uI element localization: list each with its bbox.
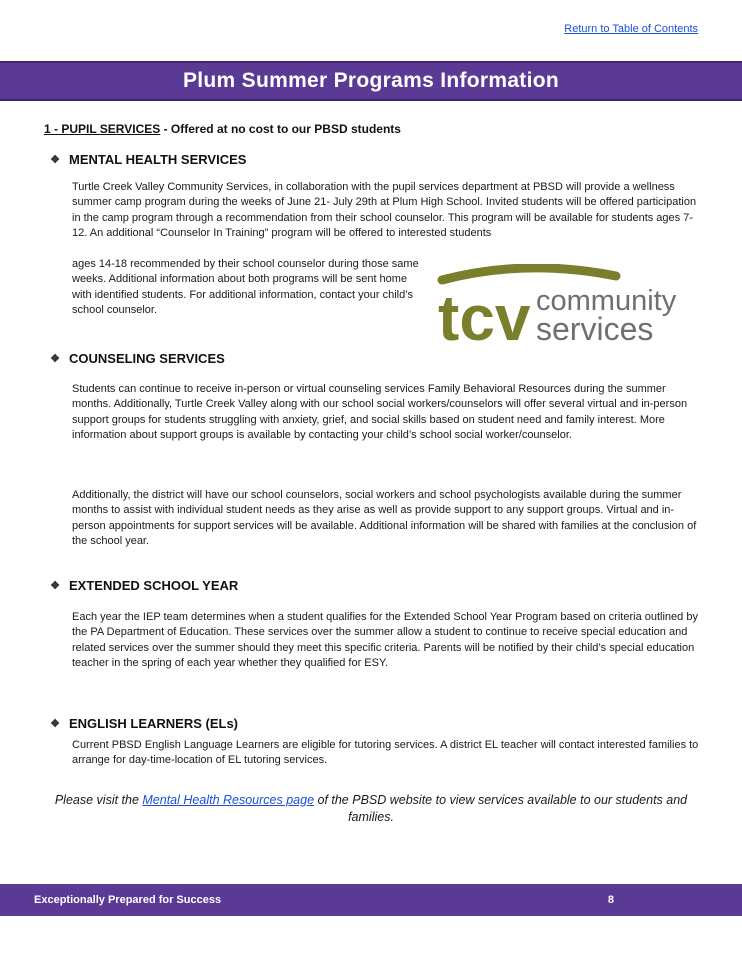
section-title: MENTAL HEALTH SERVICES — [69, 152, 247, 167]
logo-line-1: community — [536, 285, 677, 317]
section-heading-esy — [50, 578, 238, 593]
section-title: ENGLISH LEARNERS (ELs) — [69, 716, 239, 731]
english-learners-paragraph: Current PBSD English Language Learners are eligible for tutoring services. A district EL teacher will contact interested families to arrange for day-time-location of EL tutoring services. — [72, 739, 699, 767]
logo-line-2: services — [536, 311, 654, 347]
section-heading-mental-health — [50, 152, 246, 167]
section-title: COUNSELING SERVICES — [69, 351, 225, 366]
footer-banner — [0, 884, 742, 916]
section-heading-english-learners — [50, 716, 238, 731]
return-to-toc-link[interactable]: Return to Table of Contents — [564, 23, 698, 35]
esy-paragraph: Each year the IEP team determines when a student qualifies for the Extended School Year Program based on criteria outlined by the PA Department of Education. These services over the summer allow a student to continue to receive special education and related services over the summer should they meet this specific criteria. Parents will be notified by their child’s special education teacher in the spring of each year whether they qualified for ESY. — [72, 611, 698, 670]
diamond-bullet-icon: ❖ — [50, 353, 60, 365]
logo-swoosh — [442, 268, 616, 280]
section-heading-counseling — [50, 351, 225, 366]
diamond-bullet-icon: ❖ — [50, 580, 60, 592]
page-title: Plum Summer Programs Information — [182, 69, 559, 92]
pupil-services-subtitle: - Offered at no cost to our PBSD students — [160, 122, 401, 136]
page-number: 8 — [607, 894, 614, 906]
section-title: EXTENDED SCHOOL YEAR — [69, 578, 239, 593]
title-banner — [0, 61, 742, 101]
closing-note — [40, 792, 702, 826]
footer-tagline: Exceptionally Prepared for Success — [34, 894, 222, 906]
diamond-bullet-icon: ❖ — [50, 154, 60, 166]
mental-health-paragraph-1: Turtle Creek Valley Community Services, in collaboration with the pupil services department at PBSD will provide a wellness summer camp program during the weeks of June 21- July 29th at Plum High School. Invited students will be offered participation in the camp program through a recommendation from their school counselor. This program will be available for students ages 7-12. An additional “Counselor In Training” program will be offered to interested students — [72, 181, 697, 240]
diamond-bullet-icon: ❖ — [50, 718, 60, 730]
counseling-paragraph-2: Additionally, the district will have our school counselors, social workers and school psychologists available during the summer months to assist with individual student needs as they arise as well as provide support to any support groups. Virtual and in-person appointments for support services will be available. Additional information will be shared with families at the conclusion of the school year. — [72, 489, 697, 548]
counseling-paragraph-1: Students can continue to receive in-person or virtual counseling services Family Behavioral Resources during the summer months. Additionally, Turtle Creek Valley along with our school social workers/counselors will offer several virtual and in-person support groups for students struggling with anxiety, grief, and social skills based on student need and family interest. More information about support groups is available by contacting your child’s school social worker/counselor. — [72, 383, 688, 442]
mental-health-resources-link[interactable]: Mental Health Resources page — [142, 793, 315, 807]
tcv-community-services-logo — [436, 264, 682, 348]
pupil-services-heading — [44, 122, 401, 136]
pupil-services-title: 1 - PUPIL SERVICES — [44, 122, 161, 136]
closing-text-before: Please visit the — [54, 793, 143, 807]
mental-health-paragraph-2: ages 14-18 recommended by their school counselor during those same weeks. Additional information about both programs will be sent home with identified students. For additional information, contact your child’s school counselor. — [72, 258, 419, 317]
logo-mark: tcv — [438, 282, 531, 348]
closing-text-after: of the PBSD website to view services available to our students and families. — [314, 793, 688, 824]
